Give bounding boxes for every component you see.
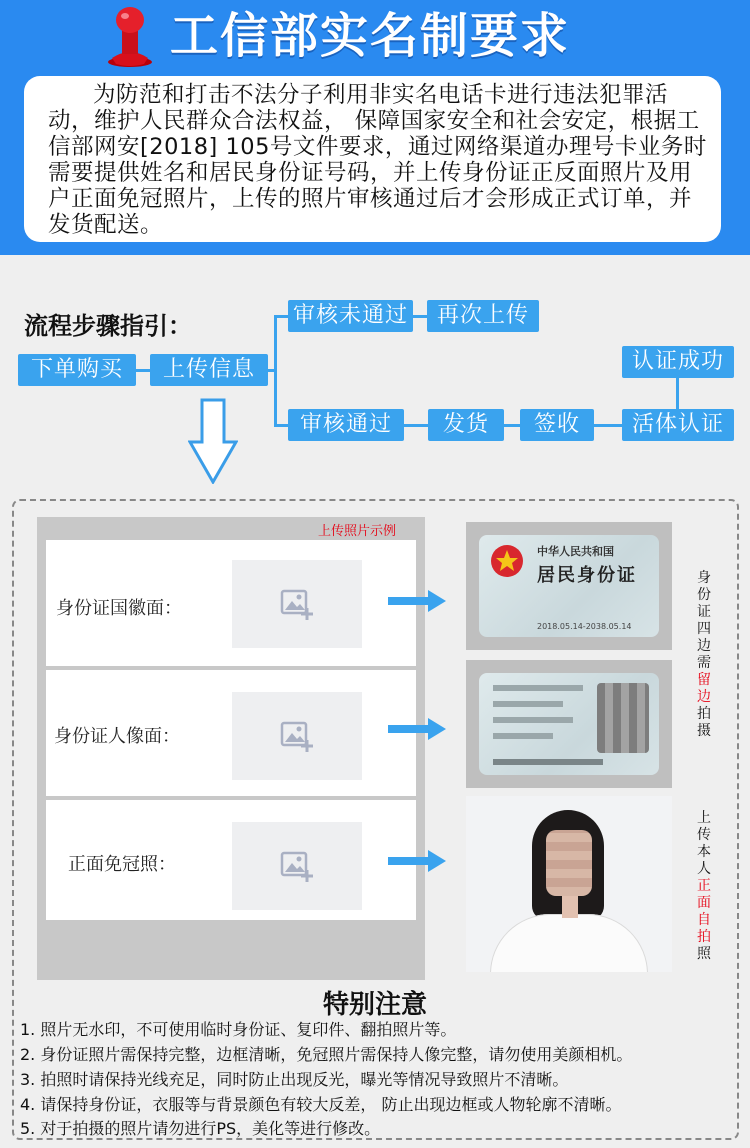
right-arrow-icon [388, 590, 446, 612]
upload-selfie-button[interactable] [232, 822, 362, 910]
add-image-icon [279, 718, 315, 754]
step-liveness: 活体认证 [622, 409, 734, 441]
flow-connector [274, 424, 288, 427]
page-title: 工信部实名制要求 [170, 8, 571, 64]
id-title-line2: 居民身份证 [537, 565, 637, 586]
step-ship: 发货 [428, 409, 504, 441]
step-approved: 审核通过 [288, 409, 404, 441]
id-validity: 2018.05.14-2038.05.14 [537, 622, 632, 631]
emblem-side-label: 身份证国徽面： [56, 598, 182, 619]
note-text: 身份证四边需 [697, 570, 711, 671]
note-text: 上传本人 [697, 810, 711, 877]
step-success: 认证成功 [622, 346, 734, 378]
add-image-icon [279, 586, 315, 622]
step-upload: 上传信息 [150, 354, 268, 386]
selfie-sample [466, 796, 672, 972]
blurred-face [546, 830, 592, 896]
flow-connector [274, 315, 288, 318]
note-highlight: 留边 [697, 672, 711, 705]
notice-text: 为防范和打击不法分子利用非实名电话卡进行违法犯罪活动，维护人民群众合法权益， 保障国家安全和社会安定，根据工信部网安[2018] 105号文件要求，通过网络渠道办理号卡业务时需要提供姓名和居民身份证号码，并上传身份证正反面照片及用户正面免冠照片，上传的照片审核通过后才会形成正式订单，并发货配送。 [48, 82, 707, 238]
upload-emblem-button[interactable] [232, 560, 362, 648]
notes-title: 特别注意 [322, 990, 427, 1020]
national-emblem-icon [489, 543, 525, 579]
right-arrow-icon [388, 850, 446, 872]
border-margin-note [694, 570, 714, 740]
id-emblem-sample [466, 522, 672, 650]
flow-connector [504, 424, 520, 427]
step-reupload: 再次上传 [427, 300, 539, 332]
upload-portrait-button[interactable] [232, 692, 362, 780]
selfie-label: 正面免冠照： [68, 854, 176, 875]
note-text: 拍摄 [697, 706, 711, 739]
flow-connector [136, 369, 150, 372]
selfie-body [490, 914, 648, 972]
id-title-line1: 中华人民共和国 [537, 545, 614, 558]
note-item: 3. 拍照时请保持光线充足，同时防止出现反光，曝光等情况导致照片不清晰。 [20, 1070, 569, 1089]
notice-box [24, 76, 721, 242]
down-arrow-icon [188, 398, 238, 484]
step-sign: 签收 [520, 409, 594, 441]
flow-connector [676, 376, 679, 410]
note-item: 2. 身份证照片需保持完整，边框清晰，免冠照片需保持人像完整，请勿使用美颜相机。 [20, 1045, 633, 1064]
blurred-portrait [597, 683, 649, 753]
flow-connector [274, 315, 277, 426]
step-rejected: 审核未通过 [288, 300, 413, 332]
note-item: 4. 请保持身份证，衣服等与背景颜色有较大反差， 防止出现边框或人物轮廓不清晰。 [20, 1095, 622, 1114]
flow-connector [413, 315, 427, 318]
add-image-icon [279, 848, 315, 884]
note-highlight: 正面自拍 [697, 878, 711, 945]
flow-connector [404, 424, 428, 427]
note-item: 1. 照片无水印，不可使用临时身份证、复印件、翻拍照片等。 [20, 1020, 457, 1039]
id-card-image [479, 535, 659, 637]
note-item: 5. 对于拍摄的照片请勿进行PS，美化等进行修改。 [20, 1119, 381, 1138]
id-card-image [479, 673, 659, 775]
sample-label: 上传照片示例 [318, 524, 397, 539]
note-text: 照 [697, 946, 711, 962]
flow-title: 流程步骤指引： [24, 312, 192, 340]
id-portrait-sample [466, 660, 672, 788]
right-arrow-icon [388, 718, 446, 740]
step-order: 下单购买 [18, 354, 136, 386]
portrait-side-label: 身份证人像面： [54, 726, 180, 747]
flow-connector [594, 424, 622, 427]
selfie-note [694, 810, 714, 963]
pushpin-icon [104, 6, 156, 68]
